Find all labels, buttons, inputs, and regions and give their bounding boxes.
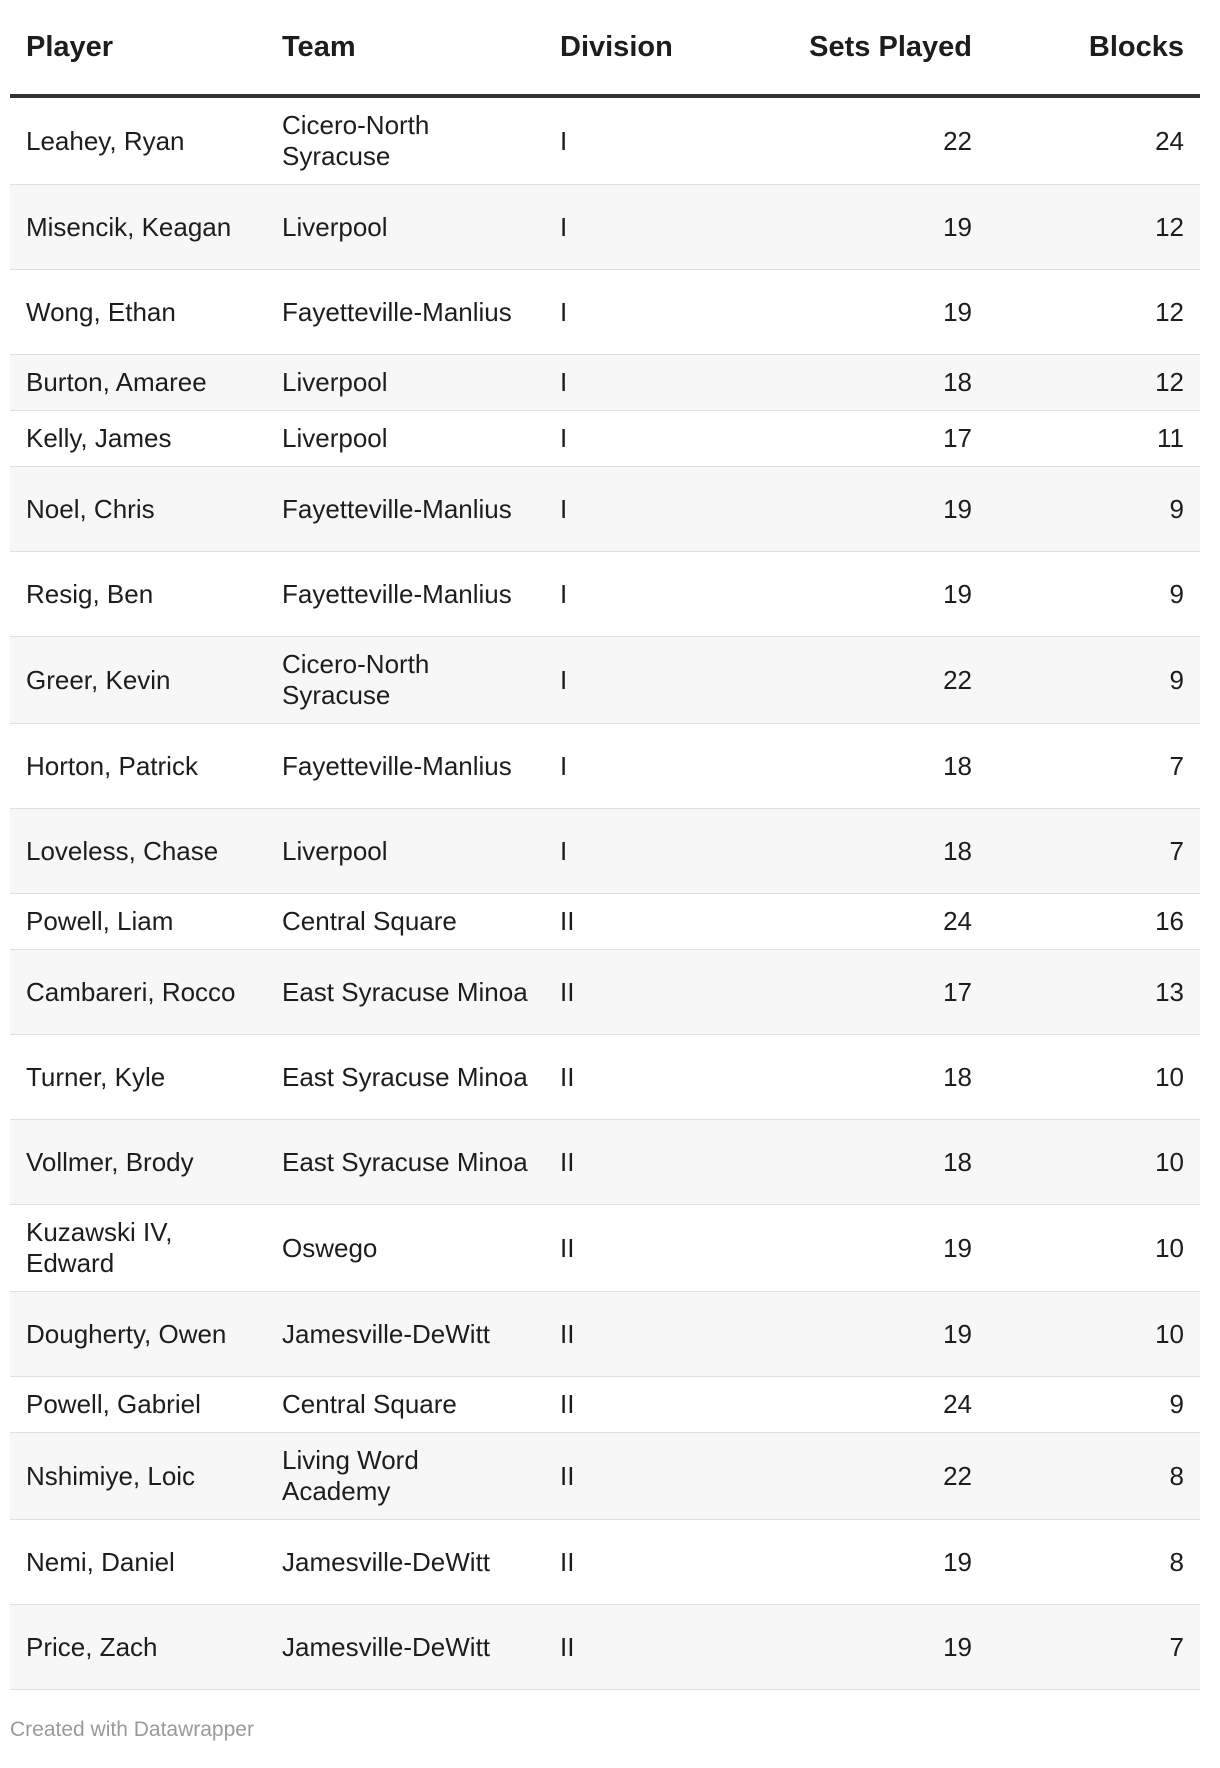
cell-division: II [544,1520,724,1605]
cell-blocks: 24 [988,96,1200,185]
column-header-blocks[interactable]: Blocks [988,0,1200,96]
cell-blocks: 10 [988,1120,1200,1205]
cell-sets: 19 [724,1205,988,1292]
cell-player: Dougherty, Owen [10,1292,266,1377]
cell-team: Liverpool [266,411,544,467]
cell-sets: 19 [724,552,988,637]
cell-team: East Syracuse Minoa [266,950,544,1035]
cell-sets: 18 [724,809,988,894]
cell-team: Central Square [266,894,544,950]
cell-team: Jamesville-DeWitt [266,1520,544,1605]
cell-sets: 22 [724,96,988,185]
column-header-sets-played[interactable]: Sets Played [724,0,988,96]
cell-player: Nshimiye, Loic [10,1433,266,1520]
cell-division: II [544,1292,724,1377]
cell-sets: 24 [724,1377,988,1433]
cell-blocks: 7 [988,1605,1200,1690]
cell-sets: 18 [724,724,988,809]
cell-sets: 18 [724,355,988,411]
table-row [10,894,1200,950]
cell-sets: 22 [724,1433,988,1520]
cell-division: II [544,1605,724,1690]
cell-blocks: 13 [988,950,1200,1035]
table-row [10,809,1200,894]
cell-division: I [544,96,724,185]
cell-sets: 19 [724,270,988,355]
cell-player: Price, Zach [10,1605,266,1690]
cell-player: Horton, Patrick [10,724,266,809]
cell-division: I [544,270,724,355]
table-row [10,355,1200,411]
cell-team: Jamesville-DeWitt [266,1605,544,1690]
cell-sets: 17 [724,950,988,1035]
cell-player: Powell, Gabriel [10,1377,266,1433]
cell-blocks: 12 [988,355,1200,411]
cell-player: Kelly, James [10,411,266,467]
cell-division: I [544,355,724,411]
table-row [10,96,1200,185]
table-row [10,467,1200,552]
table-row [10,185,1200,270]
cell-player: Resig, Ben [10,552,266,637]
cell-sets: 19 [724,1520,988,1605]
cell-team: Liverpool [266,355,544,411]
cell-blocks: 7 [988,809,1200,894]
cell-division: I [544,185,724,270]
stats-table [10,0,1200,1690]
table-body [10,96,1200,1690]
cell-team: Liverpool [266,809,544,894]
cell-division: II [544,1205,724,1292]
cell-blocks: 12 [988,270,1200,355]
cell-team: Cicero-North Syracuse [266,637,544,724]
cell-team: Oswego [266,1205,544,1292]
table-row [10,1120,1200,1205]
cell-division: II [544,1120,724,1205]
cell-blocks: 10 [988,1292,1200,1377]
cell-division: I [544,809,724,894]
cell-division: I [544,637,724,724]
cell-player: Misencik, Keagan [10,185,266,270]
table-row [10,1520,1200,1605]
cell-team: Living Word Academy [266,1433,544,1520]
cell-player: Loveless, Chase [10,809,266,894]
data-table-container [10,0,1200,1690]
cell-team: East Syracuse Minoa [266,1120,544,1205]
cell-blocks: 12 [988,185,1200,270]
cell-team: Fayetteville-Manlius [266,552,544,637]
cell-team: East Syracuse Minoa [266,1035,544,1120]
cell-player: Leahey, Ryan [10,96,266,185]
cell-sets: 18 [724,1120,988,1205]
column-header-division[interactable]: Division [544,0,724,96]
column-header-player[interactable]: Player [10,0,266,96]
cell-player: Kuzawski IV, Edward [10,1205,266,1292]
cell-team: Cicero-North Syracuse [266,96,544,185]
table-row [10,1433,1200,1520]
table-row [10,1035,1200,1120]
table-row [10,270,1200,355]
cell-team: Fayetteville-Manlius [266,270,544,355]
cell-division: II [544,1433,724,1520]
cell-blocks: 7 [988,724,1200,809]
cell-sets: 18 [724,1035,988,1120]
cell-division: I [544,411,724,467]
cell-blocks: 10 [988,1035,1200,1120]
column-header-team[interactable]: Team [266,0,544,96]
cell-blocks: 10 [988,1205,1200,1292]
cell-sets: 19 [724,1605,988,1690]
table-row [10,1292,1200,1377]
cell-blocks: 9 [988,552,1200,637]
cell-player: Burton, Amaree [10,355,266,411]
cell-player: Nemi, Daniel [10,1520,266,1605]
cell-division: II [544,894,724,950]
cell-player: Turner, Kyle [10,1035,266,1120]
cell-division: I [544,467,724,552]
table-row [10,552,1200,637]
header-row [10,0,1200,96]
cell-division: II [544,1377,724,1433]
cell-blocks: 8 [988,1520,1200,1605]
cell-division: I [544,724,724,809]
cell-sets: 19 [724,467,988,552]
table-row [10,724,1200,809]
cell-blocks: 9 [988,637,1200,724]
cell-sets: 24 [724,894,988,950]
cell-team: Liverpool [266,185,544,270]
cell-player: Vollmer, Brody [10,1120,266,1205]
cell-player: Noel, Chris [10,467,266,552]
table-header [10,0,1200,96]
cell-division: I [544,552,724,637]
cell-player: Cambareri, Rocco [10,950,266,1035]
cell-player: Greer, Kevin [10,637,266,724]
table-row [10,1205,1200,1292]
cell-sets: 17 [724,411,988,467]
table-row [10,1377,1200,1433]
cell-blocks: 9 [988,467,1200,552]
cell-blocks: 11 [988,411,1200,467]
table-row [10,637,1200,724]
cell-team: Fayetteville-Manlius [266,467,544,552]
table-row [10,950,1200,1035]
datawrapper-credit[interactable]: Created with Datawrapper [10,1718,254,1741]
cell-team: Jamesville-DeWitt [266,1292,544,1377]
cell-division: II [544,950,724,1035]
cell-sets: 22 [724,637,988,724]
cell-team: Central Square [266,1377,544,1433]
table-row [10,1605,1200,1690]
cell-blocks: 8 [988,1433,1200,1520]
cell-blocks: 9 [988,1377,1200,1433]
cell-sets: 19 [724,1292,988,1377]
cell-team: Fayetteville-Manlius [266,724,544,809]
cell-blocks: 16 [988,894,1200,950]
cell-division: II [544,1035,724,1120]
cell-player: Wong, Ethan [10,270,266,355]
table-row [10,411,1200,467]
cell-sets: 19 [724,185,988,270]
cell-player: Powell, Liam [10,894,266,950]
